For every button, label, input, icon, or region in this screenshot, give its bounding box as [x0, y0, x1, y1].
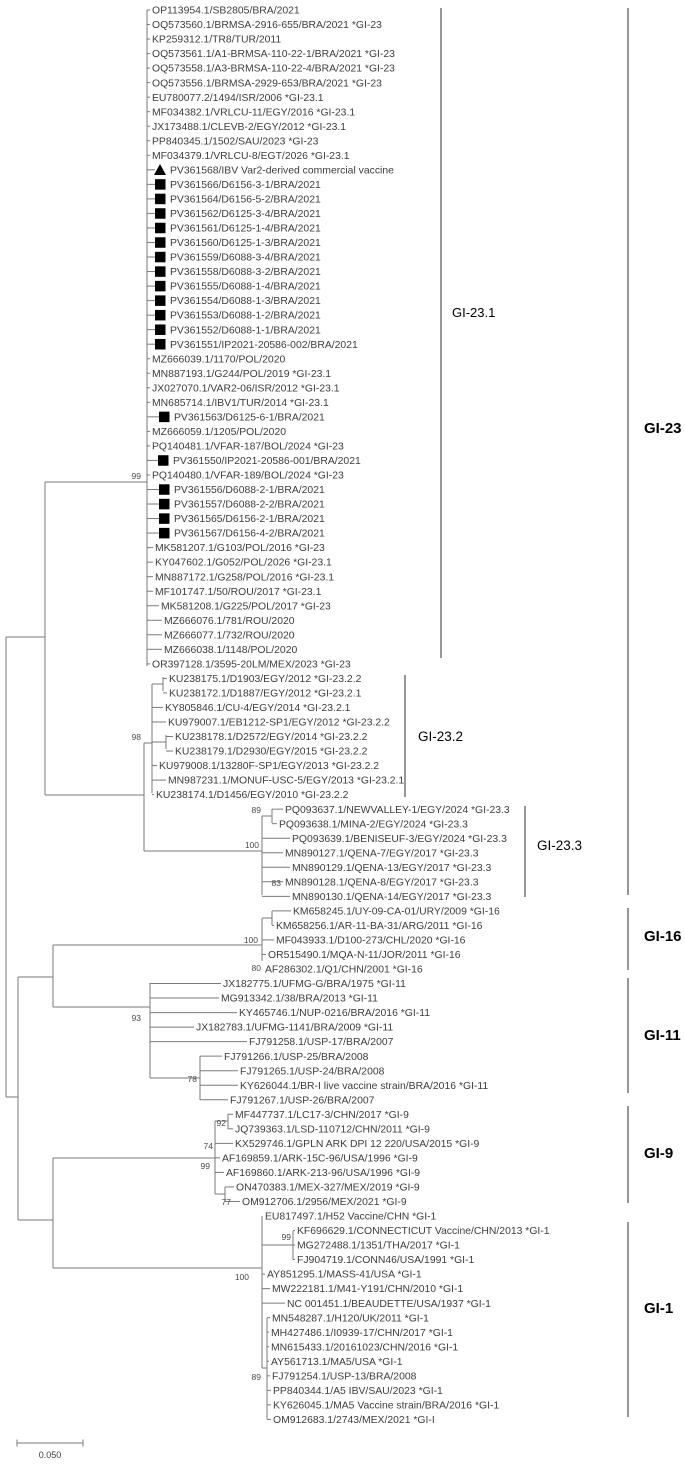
- taxon-label: MN685714.1/IBV1/TUR/2014 *GI-23.1: [152, 397, 329, 409]
- clade-label-gi-9: GI-9: [644, 1145, 674, 1162]
- study-sequence-square-marker: [159, 484, 170, 495]
- taxon-label: KY626045.1/MA5 Vaccine strain/BRA/2016 *GI-1: [273, 1400, 500, 1412]
- taxon-label: PV361555/D6088-1-4/BRA/2021: [170, 281, 321, 293]
- clade-label-gi-23.2: GI-23.2: [418, 729, 464, 744]
- taxon-label: OM912683.1/2743/MEX/2021 *GI-I: [273, 1415, 435, 1427]
- bootstrap-value: 89: [251, 1372, 261, 1382]
- taxon-label: PV361551/IP2021-20586-002/BRA/2021: [170, 339, 358, 351]
- taxon-label: MN615433.1/20161023/CHN/2016 *GI-1: [271, 1342, 459, 1354]
- taxon-label: MN890130.1/QENA-14/EGY/2017 *GI-23.3: [292, 891, 492, 903]
- taxon-label: PV361561/D6125-1-4/BRA/2021: [170, 223, 321, 235]
- taxon-label: FJ791267.1/USP-26/BRA/2007: [230, 1095, 375, 1107]
- taxon-label: PQ093639.1/BENISEUF-3/EGY/2024 *GI-23.3: [292, 833, 507, 845]
- study-sequence-square-marker: [158, 455, 169, 466]
- taxon-label: FJ791254.1/USP-13/BRA/2008: [272, 1371, 417, 1383]
- study-sequence-square-marker: [155, 310, 166, 321]
- taxon-label: EU817497.1/H52 Vaccine/CHN *GI-1: [265, 1211, 437, 1223]
- taxon-label: AF286302.1/Q1/CHN/2001 *GI-16: [265, 964, 423, 976]
- bootstrap-value: 83: [271, 878, 281, 888]
- study-sequence-square-marker: [155, 339, 166, 350]
- taxon-label: KM658245.1/UY-09-CA-01/URY/2009 *GI-16: [293, 906, 500, 918]
- bootstrap-value: 89: [251, 805, 261, 815]
- taxon-label: MK581207.1/G103/POL/2016 *GI-23: [155, 543, 325, 555]
- study-sequence-square-marker: [159, 528, 170, 539]
- taxon-label: JX182775.1/UFMG-G/BRA/1975 *GI-11: [223, 979, 406, 991]
- taxon-label: PQ140481.1/VFAR-187/BOL/2024 *GI-23: [152, 441, 344, 453]
- taxon-label: AY561713.1/MA5/USA *GI-1: [271, 1356, 403, 1368]
- taxon-label: OQ573561.1/A1-BRMSA-110-22-1/BRA/2021 *GI-23: [152, 49, 395, 61]
- taxon-label: PV361566/D6156-3-1/BRA/2021: [170, 179, 321, 191]
- taxon-label: MZ666038.1/1148/POL/2020: [164, 644, 298, 656]
- taxon-label: MN890128.1/QENA-8/EGY/2017 *GI-23.3: [285, 877, 479, 889]
- bootstrap-value: 99: [200, 1161, 210, 1171]
- taxon-label: KY047602.1/G052/POL/2026 *GI-23.1: [155, 557, 332, 569]
- study-sequence-square-marker: [155, 208, 166, 219]
- study-sequence-square-marker: [155, 295, 166, 306]
- taxon-label: MF101747.1/50/ROU/2017 *GI-23.1: [155, 586, 322, 598]
- taxon-label: JQ739363.1/LSD-110712/CHN/2011 *GI-9: [235, 1124, 430, 1136]
- taxon-label: MN890129.1/QENA-13/EGY/2017 *GI-23.3: [292, 862, 492, 874]
- taxon-label: NC 001451.1/BEAUDETTE/USA/1937 *GI-1: [287, 1298, 491, 1310]
- taxon-label: PQ093637.1/NEWVALLEY-1/EGY/2024 *GI-23.3: [285, 804, 510, 816]
- taxon-label: MF043933.1/D100-273/CHL/2020 *GI-16: [276, 935, 466, 947]
- taxon-label: MN987231.1/MONUF-USC-5/EGY/2013 *GI-23.2.1: [168, 775, 405, 787]
- taxon-label: PV361567/D6156-4-2/BRA/2021: [174, 528, 325, 540]
- clade-label-gi-23.1: GI-23.1: [452, 305, 496, 320]
- clade-label-gi-16: GI-16: [644, 928, 682, 945]
- taxon-label: JX173488.1/CLEVB-2/EGY/2012 *GI-23.1: [152, 121, 347, 133]
- taxon-label: OQ573558.1/A3-BRMSA-110-22-4/BRA/2021 *GI-23: [152, 63, 395, 75]
- bootstrap-value: 74: [203, 1141, 213, 1151]
- taxon-label: KF696629.1/CONNECTICUT Vaccine/CHN/2013 *GI-1: [297, 1226, 550, 1238]
- taxon-label: AF169859.1/ARK-15C-96/USA/1996 *GI-9: [222, 1153, 418, 1165]
- taxon-label: PV361560/D6125-1-3/BRA/2021: [170, 238, 321, 250]
- taxon-label: MH427486.1/I0939-17/CHN/2017 *GI-1: [271, 1327, 453, 1339]
- taxon-label: KY805846.1/CU-4/EGY/2014 *GI-23.2.1: [165, 703, 351, 715]
- taxon-label: PV361563/D6125-6-1/BRA/2021: [174, 412, 325, 424]
- taxon-label: PQ093638.1/MINA-2/EGY/2024 *GI-23.3: [279, 819, 468, 831]
- taxon-label: JX182783.1/UFMG-1141/BRA/2009 *GI-11: [196, 1022, 394, 1034]
- taxon-label: MF034382.1/VRLCU-11/EGY/2016 *GI-23.1: [152, 107, 356, 119]
- taxon-label: MZ666059.1/1205/POL/2020: [152, 426, 287, 438]
- taxon-label: JX027070.1/VAR2-06/ISR/2012 *GI-23.1: [152, 383, 340, 395]
- study-sequence-square-marker: [155, 179, 166, 190]
- taxon-label: MN887193.1/G244/POL/2019 *GI-23.1: [152, 368, 332, 380]
- taxon-label: KU238175.1/D1903/EGY/2012 *GI-23.2.2: [169, 673, 362, 685]
- taxon-label: FJ791265.1/USP-24/BRA/2008: [240, 1066, 385, 1078]
- taxon-label: KU238179.1/D2930/EGY/2015 *GI-23.2.2: [175, 746, 368, 758]
- clade-label-gi-23: GI-23: [644, 420, 682, 437]
- taxon-label: MF034379.1/VRLCU-8/EGT/2026 *GI-23.1: [152, 150, 350, 162]
- taxon-label: PP840344.1/A5 IBV/SAU/2023 *GI-1: [273, 1385, 443, 1397]
- vaccine-triangle-marker: [154, 164, 166, 175]
- taxon-label: PV361553/D6088-1-2/BRA/2021: [170, 310, 321, 322]
- taxon-label: PV361559/D6088-3-4/BRA/2021: [170, 252, 321, 264]
- taxon-label: MF447737.1/LC17-3/CHN/2017 *GI-9: [235, 1109, 409, 1121]
- taxon-label: PP840345.1/1502/SAU/2023 *GI-23: [152, 136, 319, 148]
- bootstrap-value: 98: [131, 732, 141, 742]
- scale-bar-label: 0.050: [38, 1450, 62, 1460]
- taxon-label: MN548287.1/H120/UK/2011 *GI-1: [272, 1313, 429, 1325]
- taxon-label: KU238172.1/D1887/EGY/2012 *GI-23.2.1: [169, 688, 362, 700]
- taxon-label: PV361568/IBV Var2-derived commercial vaccine: [170, 165, 394, 177]
- taxon-label: OM912706.1/2956/MEX/2021 *GI-9: [242, 1197, 407, 1209]
- bootstrap-value: 100: [243, 935, 258, 945]
- clade-label-gi-1: GI-1: [644, 1300, 674, 1317]
- taxon-label: ON470383.1/MEX-327/MEX/2019 *GI-9: [236, 1182, 420, 1194]
- taxon-label: PV361564/D6156-5-2/BRA/2021: [170, 194, 321, 206]
- clade-label-gi-23.3: GI-23.3: [537, 838, 583, 853]
- study-sequence-square-marker: [159, 412, 170, 423]
- taxon-label: PV361554/D6088-1-3/BRA/2021: [170, 296, 321, 308]
- study-sequence-square-marker: [155, 237, 166, 248]
- taxon-label: MN890127.1/QENA-7/EGY/2017 *GI-23.3: [285, 848, 479, 860]
- taxon-label: OP113954.1/SB2805/BRA/2021: [152, 5, 300, 17]
- taxon-label: PV361558/D6088-3-2/BRA/2021: [170, 267, 321, 279]
- study-sequence-square-marker: [159, 513, 170, 524]
- bootstrap-value: 80: [251, 963, 261, 973]
- taxon-label: KX529746.1/GPLN ARK DPI 12 220/USA/2015 *GI-9: [235, 1138, 480, 1150]
- taxon-label: MZ666076.1/781/ROU/2020: [164, 615, 295, 627]
- bootstrap-value: 92: [216, 1118, 226, 1128]
- taxon-label: FJ791258.1/USP-17/BRA/2007: [249, 1037, 394, 1049]
- taxon-label: KY626044.1/BR-I live vaccine strain/BRA/2016 *GI-11: [240, 1080, 489, 1092]
- taxon-label: MZ666077.1/732/ROU/2020: [164, 630, 295, 642]
- study-sequence-square-marker: [159, 499, 170, 510]
- taxon-label: OQ573556.1/BRMSA-2929-653/BRA/2021 *GI-23: [152, 78, 382, 90]
- bootstrap-value: 77: [221, 1197, 231, 1207]
- bootstrap-value: 78: [187, 1074, 197, 1084]
- taxon-label: AF169860.1/ARK-213-96/USA/1996 *GI-9: [226, 1168, 421, 1179]
- taxon-label: FJ791266.1/USP-25/BRA/2008: [224, 1051, 369, 1063]
- taxon-label: MG913342.1/38/BRA/2013 *GI-11: [221, 993, 378, 1005]
- taxon-label: PV361562/D6125-3-4/BRA/2021: [170, 209, 321, 221]
- taxon-label: PV361550/IP2021-20586-001/BRA/2021: [173, 456, 361, 468]
- taxon-label: PQ140480.1/VFAR-189/BOL/2024 *GI-23: [152, 470, 344, 482]
- taxon-label: PV361565/D6156-2-1/BRA/2021: [174, 514, 325, 526]
- bootstrap-value: 99: [131, 471, 141, 481]
- taxon-label: PV361557/D6088-2-2/BRA/2021: [174, 499, 325, 511]
- taxon-label: OQ573560.1/BRMSA-2916-655/BRA/2021 *GI-23: [152, 20, 382, 32]
- study-sequence-square-marker: [155, 194, 166, 205]
- taxon-label: KU979008.1/13280F-SP1/EGY/2013 *GI-23.2.2: [159, 761, 380, 773]
- study-sequence-square-marker: [155, 281, 166, 292]
- taxon-label: MZ666039.1/1170/POL/2020: [152, 354, 286, 366]
- taxon-label: KY465746.1/NUP-0216/BRA/2016 *GI-11: [239, 1008, 430, 1020]
- taxon-label: EU780077.2/1494/ISR/2006 *GI-23.1: [152, 92, 324, 104]
- taxon-label: KU238178.1/D2572/EGY/2014 *GI-23.2.2: [175, 732, 368, 744]
- taxon-label: MK581208.1/G225/POL/2017 *GI-23: [161, 601, 331, 613]
- taxon-label: MN887172.1/G258/POL/2016 *GI-23.1: [155, 572, 335, 584]
- study-sequence-square-marker: [155, 266, 166, 277]
- taxon-label: MW222181.1/M41-Y191/CHN/2010 *GI-1: [272, 1284, 464, 1296]
- taxon-label: FJ904719.1/CONN46/USA/1991 *GI-1: [297, 1255, 475, 1267]
- bootstrap-value: 93: [131, 1013, 141, 1023]
- bootstrap-value: 99: [281, 1232, 291, 1242]
- taxon-label: KU979007.1/EB1212-SP1/EGY/2012 *GI-23.2.2: [168, 717, 390, 729]
- taxon-label: OR397128.1/3595-20LM/MEX/2023 *GI-23: [152, 659, 351, 671]
- taxon-label: KM658256.1/AR-11-BA-31/ARG/2011 *GI-16: [276, 920, 483, 932]
- clade-label-gi-11: GI-11: [644, 1027, 681, 1044]
- study-sequence-square-marker: [155, 252, 166, 263]
- taxon-label: PV361552/D6088-1-1/BRA/2021: [170, 325, 321, 337]
- bootstrap-value: 100: [244, 840, 259, 850]
- taxon-label: OR515490.1/MQA-N-11/JOR/2011 *GI-16: [268, 950, 461, 962]
- taxon-label: KU238174.1/D1456/EGY/2010 *GI-23.2.2: [156, 790, 349, 802]
- taxon-label: KP259312.1/TR8/TUR/2011: [152, 34, 282, 46]
- bootstrap-value: 100: [234, 1272, 249, 1282]
- taxon-label: PV361556/D6088-2-1/BRA/2021: [174, 485, 325, 497]
- study-sequence-square-marker: [155, 223, 166, 234]
- taxon-label: AY851295.1/MASS-41/USA *GI-1: [267, 1269, 422, 1281]
- study-sequence-square-marker: [155, 324, 166, 335]
- taxon-label: MG272488.1/1351/THA/2017 *GI-1: [297, 1240, 460, 1252]
